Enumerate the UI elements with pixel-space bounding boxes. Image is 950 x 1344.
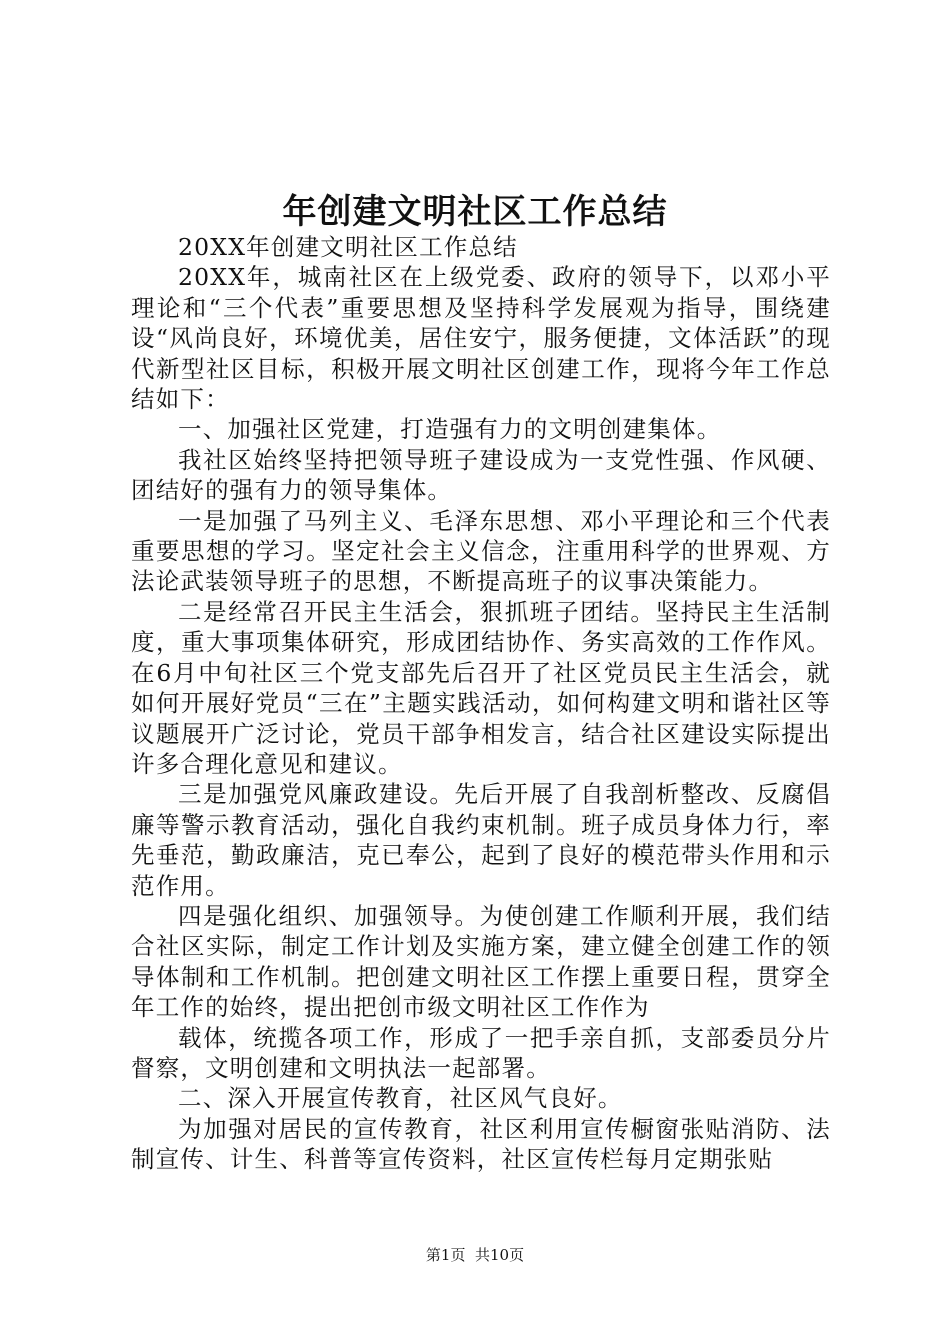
page-number: 第1页 xyxy=(425,1246,466,1264)
paragraph: 载体，统揽各项工作，形成了一把手亲自抓，支部委员分片督察，文明创建和文明执法一起部署。 xyxy=(131,1023,831,1082)
paragraph-intro: 20XX年，城南社区在上级党委、政府的领导下，以邓小平理论和“三个代表”重要思想及坚持科学发展观为指导，围绕建设“风尚良好，环境优美，居住安宁，服务便捷，文体活跃”的现代新型社区目标，积极开展文明社区创建工作，现将今年工作总结如下： xyxy=(131,263,831,414)
page-footer xyxy=(0,1244,950,1265)
paragraph: 二是经常召开民主生活会，狠抓班子团结。坚持民主生活制度，重大事项集体研究，形成团结协作、务实高效的工作作风。在6月中旬社区三个党支部先后召开了社区党员民主生活会，就如何开展好党员“三在”主题实践活动，如何构建文明和谐社区等议题展开广泛讨论，党员干部争相发言，结合社区建设实际提出许多合理化意见和建议。 xyxy=(131,597,831,778)
document-body xyxy=(131,232,831,1175)
section-heading-2: 二、深入开展宣传教育，社区风气良好。 xyxy=(178,1084,623,1113)
paragraph: 三是加强党风廉政建设。先后开展了自我剖析整改、反腐倡廉等警示教育活动，强化自我约束机制。班子成员身体力行，率先垂范，勤政廉洁，克已奉公，起到了良好的模范带头作用和示范作用。 xyxy=(131,780,831,900)
document-title: 年创建文明社区工作总结 xyxy=(282,192,668,232)
section-heading-1: 一、加强社区党建，打造强有力的文明创建集体。 xyxy=(178,415,722,444)
paragraph: 为加强对居民的宣传教育，社区利用宣传橱窗张贴消防、法制宣传、计生、科普等宣传资料，社区宣传栏每月定期张贴 xyxy=(131,1114,831,1174)
paragraph-subtitle: 20XX年创建文明社区工作总结 xyxy=(178,233,518,261)
paragraph: 我社区始终坚持把领导班子建设成为一支党性强、作风硬、团结好的强有力的领导集体。 xyxy=(131,445,831,505)
page-total: 共10页 xyxy=(475,1246,525,1264)
paragraph: 一是加强了马列主义、毛泽东思想、邓小平理论和三个代表重要思想的学习。坚定社会主义信念，注重用科学的世界观、方法论武装领导班子的思想，不断提高班子的议事决策能力。 xyxy=(131,506,831,596)
paragraph: 四是强化组织、加强领导。为使创建工作顺利开展，我们结合社区实际，制定工作计划及实施方案，建立健全创建工作的领导体制和工作机制。把创建文明社区工作摆上重要日程，贯穿全年工作的始终，提出把创市级文明社区工作作为 xyxy=(131,901,831,1022)
